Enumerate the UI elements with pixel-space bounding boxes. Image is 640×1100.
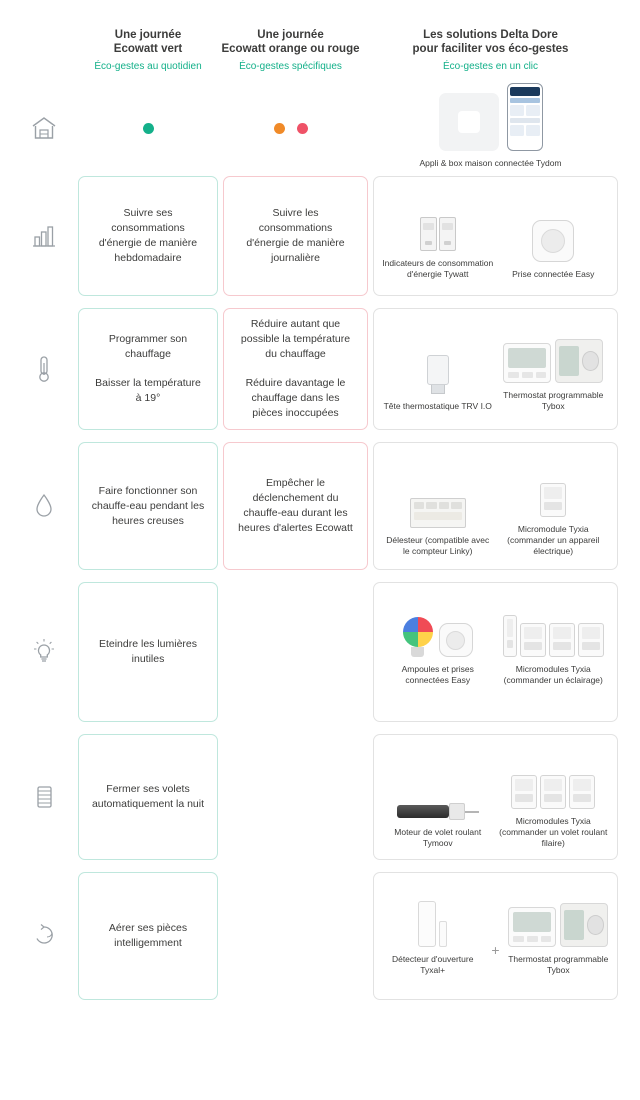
- green-action-text: Faire fonctionner son chauffe-eau pendant les heures creuses: [91, 484, 205, 527]
- header-green-title: [78, 28, 218, 56]
- row-icon-cell: [10, 308, 78, 430]
- product-caption: Thermostat programmable Tybox: [508, 954, 609, 975]
- product-thermostat: [508, 883, 609, 976]
- micromodules-icon: [503, 615, 604, 657]
- orange-action-text: Empêcher le déclenchement du chauffe-eau durant les heures d'alertes Ecowatt: [238, 477, 353, 534]
- green-action-text: Programmer son chauffage: [108, 333, 188, 360]
- product-trv: [382, 330, 494, 412]
- orange-action-text: Suivre les consommations d'énergie de manière journalière: [246, 207, 345, 264]
- orange-action-cell-empty: [223, 872, 368, 1000]
- smart-plug-image: [532, 198, 574, 262]
- product-load-shedder: [382, 464, 494, 557]
- green-action-cell: [78, 872, 218, 1000]
- micromodules-shutter-image: [511, 745, 595, 809]
- orange-action-text: Réduire autant que possible la température du chauffage: [240, 318, 351, 360]
- ecowatt-green-dot: [143, 123, 154, 134]
- lightbulb-icon: [29, 637, 59, 667]
- header-solutions-subtitle: Éco-gestes en un clic: [442, 61, 539, 72]
- product-caption: Prise connectée Easy: [512, 269, 595, 279]
- micromodules-icon: [511, 775, 595, 809]
- thermostat-units-image: [503, 319, 603, 383]
- row-lighting: [0, 582, 640, 722]
- green-action-cell: [78, 582, 218, 722]
- tydom-box-icon: [439, 93, 499, 151]
- header-icon-spacer: [10, 28, 78, 74]
- smart-plug-icon: [439, 623, 473, 657]
- orange-action-cell-empty: [223, 582, 368, 722]
- header-orange-title-line1: Une journée: [257, 29, 324, 41]
- load-shedder-module-image: [410, 464, 466, 528]
- product-caption: Micromodule Tyxia (commander un appareil électrique): [507, 524, 600, 556]
- solutions-cell: [373, 872, 618, 1000]
- solutions-cell: [373, 308, 618, 430]
- product-group: [382, 453, 609, 557]
- product-group: [382, 187, 609, 280]
- product-caption: Micromodules Tyxia (commander un éclairage): [503, 664, 603, 685]
- plus-separator-icon: +: [491, 942, 500, 958]
- product-caption: Ampoules et prises connectées Easy: [401, 664, 474, 685]
- solutions-cell: [373, 442, 618, 570]
- green-action-cell: [78, 442, 218, 570]
- header-column-green: [78, 28, 218, 74]
- header-orange-title: [218, 28, 363, 56]
- thermostatic-valve-image: [427, 330, 449, 394]
- row-ventilation: [0, 872, 640, 1000]
- door-sensor-icon: [418, 901, 447, 947]
- thermostat-dial-icon: [555, 339, 603, 383]
- colour-bulb-and-plug-image: [403, 593, 473, 657]
- product-caption: Tête thermostatique TRV I.O: [383, 401, 492, 411]
- row-icon-cell: [10, 734, 78, 860]
- orange-action-text-2: Réduire davantage le chauffage dans les pièces inoccupées: [245, 377, 346, 419]
- header-solutions-title-line1: Les solutions Delta Dore: [423, 29, 558, 41]
- row-icon-cell: [10, 442, 78, 570]
- roller-shutter-motor-icon: [397, 803, 479, 820]
- row-energy-consumption: [0, 176, 640, 296]
- header-orange-subtitle: Éco-gestes spécifiques: [239, 61, 342, 72]
- product-group: [382, 883, 609, 976]
- product-caption: Micromodules Tyxia (commander un volet roulant filaire): [499, 816, 608, 848]
- green-action-text: Aérer ses pièces intelligemment: [108, 922, 188, 949]
- product-caption: Thermostat programmable Tybox: [503, 390, 604, 411]
- green-dot-group: [78, 123, 218, 134]
- header-green-title-line1: Une journée: [114, 29, 182, 41]
- solutions-cell: [373, 734, 618, 860]
- row-shutters: [0, 734, 640, 860]
- roller-shutter-motor-image: [397, 756, 479, 820]
- green-action-cell: [78, 308, 218, 430]
- ecowatt-red-dot: [297, 123, 308, 134]
- thermostat-units-image: [508, 883, 608, 947]
- product-thermostat: [498, 319, 610, 412]
- green-action-text: Eteindre les lumières inutiles: [98, 638, 198, 665]
- row-water-heater: [0, 442, 640, 570]
- orange-action-cell: [223, 442, 368, 570]
- tydom-app-phone-icon: [507, 83, 543, 151]
- header-solutions-title-line2: pour faciliter vos éco-gestes: [412, 43, 569, 55]
- row-icon-cell: [10, 176, 78, 296]
- shutter-icon: [30, 782, 58, 812]
- bar-chart-icon: [30, 222, 58, 250]
- product-caption: Moteur de volet roulant Tymoov: [394, 827, 482, 848]
- orange-action-cell-empty: [223, 734, 368, 860]
- product-bulbs-plugs: [382, 593, 494, 686]
- row-icon-cell: [10, 872, 78, 1000]
- solutions-cell: [373, 582, 618, 722]
- product-tywatt: [382, 187, 494, 280]
- tywatt-din-modules-image: [420, 187, 456, 251]
- product-group: [382, 319, 609, 412]
- overview-orange-dot-cell: [218, 123, 363, 134]
- water-drop-icon: [30, 491, 58, 521]
- green-action-cell: [78, 176, 218, 296]
- row-overview: [0, 80, 640, 176]
- colour-bulb-icon: [403, 617, 433, 657]
- thermostatic-valve-icon: [427, 355, 449, 394]
- thermostat-flat-icon: [503, 343, 551, 383]
- door-opening-sensor-image: [418, 883, 447, 947]
- header-column-solutions: [363, 28, 618, 74]
- solutions-cell: [373, 176, 618, 296]
- product-micromodules-shutter: [498, 745, 610, 849]
- row-icon-cell: [10, 582, 78, 722]
- row-heating: [0, 308, 640, 430]
- tydom-box-and-app-image: [439, 87, 543, 151]
- product-caption: Appli & box maison connectée Tydom: [419, 158, 562, 168]
- row-icon-cell: [10, 113, 78, 143]
- thermometer-icon: [30, 354, 58, 384]
- product-door-sensor: [382, 883, 483, 976]
- load-shedder-icon: [410, 498, 466, 528]
- recycle-air-icon: [29, 921, 59, 951]
- thermostat-dial-icon: [560, 903, 608, 947]
- green-action-text: Suivre ses consommations d'énergie de manière hebdomadaire: [98, 207, 198, 264]
- header-green-subtitle: Éco-gestes au quotidien: [94, 61, 202, 72]
- product-caption: Indicateurs de consommation d'énergie Tywatt: [382, 258, 494, 279]
- orange-red-dot-group: [218, 123, 363, 134]
- product-shutter-motor: [382, 756, 494, 849]
- header-column-orange: [218, 28, 363, 74]
- product-micromodules-lighting: [498, 593, 610, 686]
- thermostat-flat-icon: [508, 907, 556, 947]
- product-caption: Délesteur (compatible avec le compteur Linky): [386, 535, 490, 556]
- green-action-cell: [78, 734, 218, 860]
- header: [0, 0, 640, 80]
- orange-action-cell: [223, 176, 368, 296]
- product-group: [382, 745, 609, 849]
- overview-green-dot-cell: [78, 123, 218, 134]
- header-green-title-line2: Ecowatt vert: [113, 43, 183, 55]
- header-solutions-title: [363, 28, 618, 56]
- micromodule-icon: [540, 483, 566, 517]
- product-smart-plug: [498, 198, 610, 280]
- orange-action-cell: [223, 308, 368, 430]
- product-micromodule: [498, 453, 610, 557]
- product-group: [382, 593, 609, 686]
- overview-solutions-cell: [363, 87, 618, 169]
- micromodules-lighting-image: [503, 593, 604, 657]
- product-tydom: [363, 87, 618, 169]
- house-icon: [29, 113, 59, 143]
- green-action-text-2: Baisser la température à 19°: [95, 377, 201, 404]
- header-orange-title-line2: Ecowatt orange ou rouge: [221, 43, 360, 55]
- product-caption: Détecteur d'ouverture Tyxal+: [391, 954, 474, 975]
- smart-plug-icon: [532, 220, 574, 262]
- ecowatt-orange-dot: [274, 123, 285, 134]
- micromodule-tyxia-image: [540, 453, 566, 517]
- green-action-text: Fermer ses volets automatiquement la nuit: [91, 783, 205, 810]
- din-rail-modules-icon: [420, 217, 456, 251]
